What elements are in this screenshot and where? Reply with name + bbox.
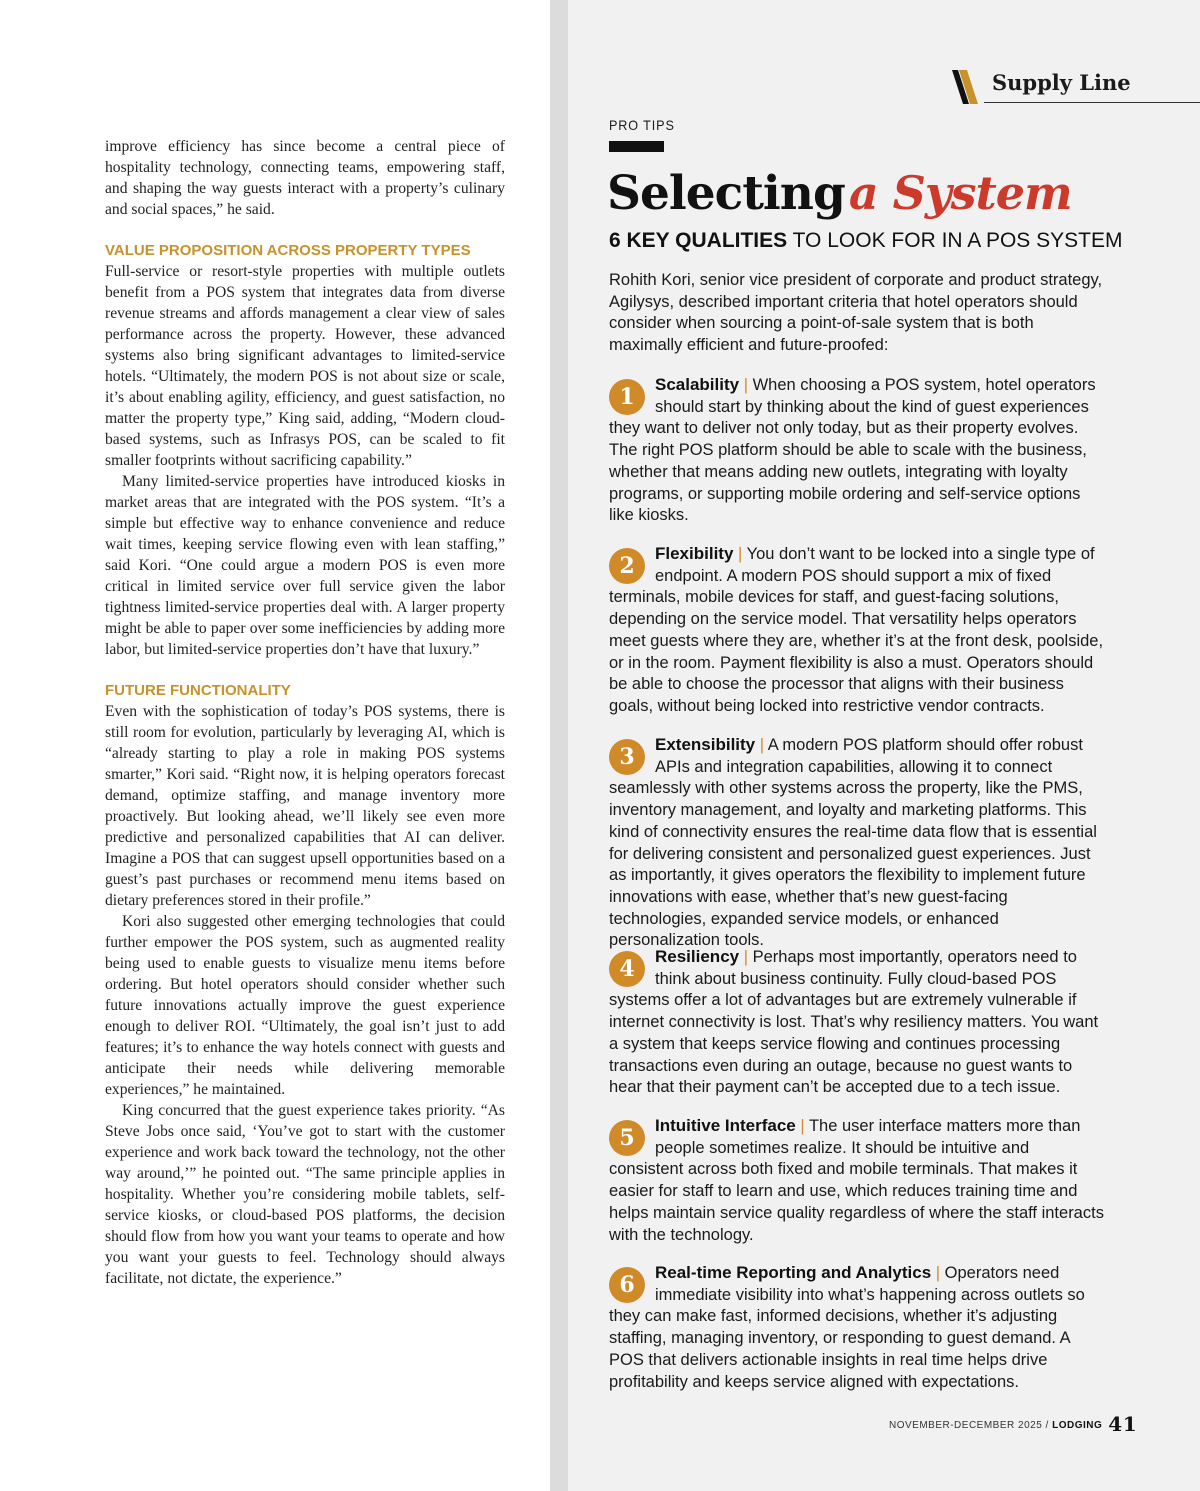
- issue-date: NOVEMBER-DECEMBER 2025 /: [889, 1420, 1053, 1431]
- tip-number-badge: 4: [609, 951, 645, 987]
- headline-part-2: a System: [848, 166, 1072, 220]
- tip-item: [609, 946, 1107, 1099]
- tip-text: Perhaps most importantly, operators need to think about business continuity. Fully cloud-based POS systems offer a lot of advantages but are extremely vulnerable if internet connectivity is lost. That’s why resiliency matters. You want a system that keeps service flowing and continues processing transactions even during an outage, because no guest wants to hear that their payment can’t be accepted due to a tech issue.: [609, 948, 1099, 1097]
- tip-number-badge: 2: [609, 548, 645, 584]
- headline-part-1: Selecting: [607, 166, 845, 221]
- tip-item: [609, 374, 1107, 527]
- section-mark-icon: [952, 70, 978, 104]
- tip-number-badge: 6: [609, 1267, 645, 1303]
- tip-number-badge: 3: [609, 739, 645, 775]
- tip-item: [609, 1262, 1107, 1393]
- section-rule: [984, 102, 1200, 103]
- magazine-name: LODGING: [1052, 1420, 1103, 1431]
- page-number: 41: [1108, 1412, 1138, 1436]
- subhead-bold: 6 KEY QUALITIES: [609, 229, 788, 252]
- subhead-rest: TO LOOK FOR IN A POS SYSTEM: [787, 229, 1123, 252]
- article-paragraph: King concurred that the guest experience takes priority. “As Steve Jobs once said, ‘You’ve got to start with the customer experience and work back toward the technology, not the other way around,’” he pointed out. “The same principle applies in hospitality. Whether you’re considering mobile tablets, self-service kiosks, or cloud-based POS platforms, the decision should flow from how you want your teams to operate and how you want your guests to feel. Technology should always facilitate, not dictate, the experience.”: [105, 1102, 505, 1287]
- section-heading: VALUE PROPOSITION ACROSS PROPERTY TYPES: [105, 242, 471, 259]
- tip-text: The user interface matters more than people sometimes realize. It should be intuitive and consistent across both fixed and mobile terminals. That makes it easier for staff to learn and use, which reduces training time and helps maintain service quality regardless of where the staff interacts with the technology.: [609, 1117, 1104, 1244]
- tip-text: A modern POS platform should offer robust APIs and integration capabilities, allowing it to connect seamlessly with other systems across the property, like the PMS, inventory management, and loyalty and marketing platforms. This kind of connectivity ensures the real-time data flow that is essential for delivering consistent and personalized guest experiences. Just as importantly, it gives operators the flexibility to implement future innovations with ease, whether that’s new guest-facing technologies, expanded service models, or enhanced personalization tools.: [609, 736, 1097, 950]
- tip-number-badge: 5: [609, 1120, 645, 1156]
- tip-separator: |: [743, 948, 748, 966]
- kicker-bar: [609, 141, 664, 152]
- tip-text: You don’t want to be locked into a single type of endpoint. A modern POS should support a mix of fixed terminals, mobile devices for staff, and guest-facing solutions, depending on the service model. That versatility helps operators meet guests where they are, whether it’s at the front desk, poolside, or in the room. Payment flexibility is also a must. Operators should be able to choose the processor that aligns with their business goals, without being locked into restrictive vendor contracts.: [609, 545, 1104, 715]
- tip-separator: |: [800, 1117, 805, 1135]
- article-paragraph: Kori also suggested other emerging technologies that could further empower the POS system, such as augmented reality being used to enable guests to visualize menu items before ordering. But hotel operators should consider whether such future innovations actually improve the guest experience enough to deliver ROI. “Ultimately, the goal isn’t just to add features; it’s to enhance the way hotels connect with guests and anticipate their needs while delivering memorable experiences,” he maintained.: [105, 913, 505, 1098]
- tip-title: Real-time Reporting and Analytics: [655, 1263, 932, 1282]
- tip-item: [609, 543, 1107, 718]
- tip-title: Extensibility: [655, 735, 756, 754]
- page-footer: [889, 1412, 1137, 1436]
- tip-text: Operators need immediate visibility into what’s happening across outlets so they can make fast, informed decisions, whether it’s adjusting staffing, managing inventory, or responding to guest demand. A POS that delivers actionable insights in real time helps drive profitability and keeps service aligned with expectations.: [609, 1264, 1085, 1391]
- article-body: [105, 136, 505, 1289]
- section-heading: FUTURE FUNCTIONALITY: [105, 682, 291, 699]
- tip-title: Intuitive Interface: [655, 1116, 796, 1135]
- section-label-text: Supply Line: [992, 70, 1131, 95]
- sidebar-intro: Rohith Kori, senior vice president of corporate and product strategy, Agilysys, described important criteria that hotel operators should consider when sourcing a point-of-sale system that is both maximally efficient and future-proofed:: [609, 271, 1103, 355]
- tip-title: Flexibility: [655, 544, 734, 563]
- sidebar-headline: [607, 162, 1072, 236]
- tip-title: Resiliency: [655, 947, 740, 966]
- article-paragraph: Even with the sophistication of today’s POS systems, there is still room for evolution, particularly by leveraging AI, which is “already starting to play a role in making POS systems smarter,” Kori said. “Right now, it is helping operators forecast demand, optimize staffing, and manage inventory more proactively. But looking ahead, we’ll likely see even more predictive and personalized capabilities that AI can deliver. Imagine a POS that can suggest upsell opportunities based on a guest’s past purchases or recommend menu items based on dietary preferences stored in their profile.”: [105, 703, 505, 909]
- tip-title: Scalability: [655, 375, 740, 394]
- page-gutter: [550, 0, 568, 1491]
- tip-separator: |: [935, 1264, 941, 1282]
- article-paragraph: Full-service or resort-style properties with multiple outlets benefit from a POS system that integrates data from diverse revenue streams and affords management a clear view of sales performance across the property. However, these advanced systems also bring significant advantages to limited-service hotels. “Ultimately, the modern POS is not about size or scale, it’s about enabling agility, efficiency, and guest satisfaction, no matter the property type,” King said, adding, “Modern cloud-based systems, such as Infrasys POS, can be scaled to fit smaller footprints without sacrificing capability.”: [105, 263, 505, 469]
- tip-item: [609, 734, 1107, 952]
- tip-separator: |: [759, 736, 765, 754]
- kicker: PRO TIPS: [609, 117, 675, 133]
- section-label: [952, 68, 1200, 104]
- sidebar-subhead: [609, 229, 1122, 253]
- tip-text: When choosing a POS system, hotel operators should start by thinking about the kind of guest experiences they want to deliver not only today, but as their property evolves. The right POS platform should be able to scale with the business, whether that means adding new outlets, integrating with loyalty programs, or supporting mobile ordering and self-service options like kiosks.: [609, 376, 1096, 525]
- tip-item: [609, 1115, 1107, 1246]
- tip-number-badge: 1: [609, 379, 645, 415]
- article-paragraph: Many limited-service properties have introduced kiosks in market areas that are integrated with the POS system. “It’s a simple but effective way to enhance convenience and reduce wait times, keeping service flowing even with lean staffing,” said Kori. “One could argue a modern POS is even more critical in limited service over full service given the labor tightness limited-service properties deal with. A larger property might be able to paper over some inefficiencies by adding more labor, but limited-service properties don’t have that luxury.”: [105, 473, 505, 658]
- tip-separator: |: [743, 376, 748, 394]
- article-paragraph: improve efficiency has since become a central piece of hospitality technology, connecting teams, empowering staff, and shaping the way guests interact with a property’s culinary and social spaces,” he said.: [105, 138, 505, 218]
- tip-separator: |: [738, 545, 743, 563]
